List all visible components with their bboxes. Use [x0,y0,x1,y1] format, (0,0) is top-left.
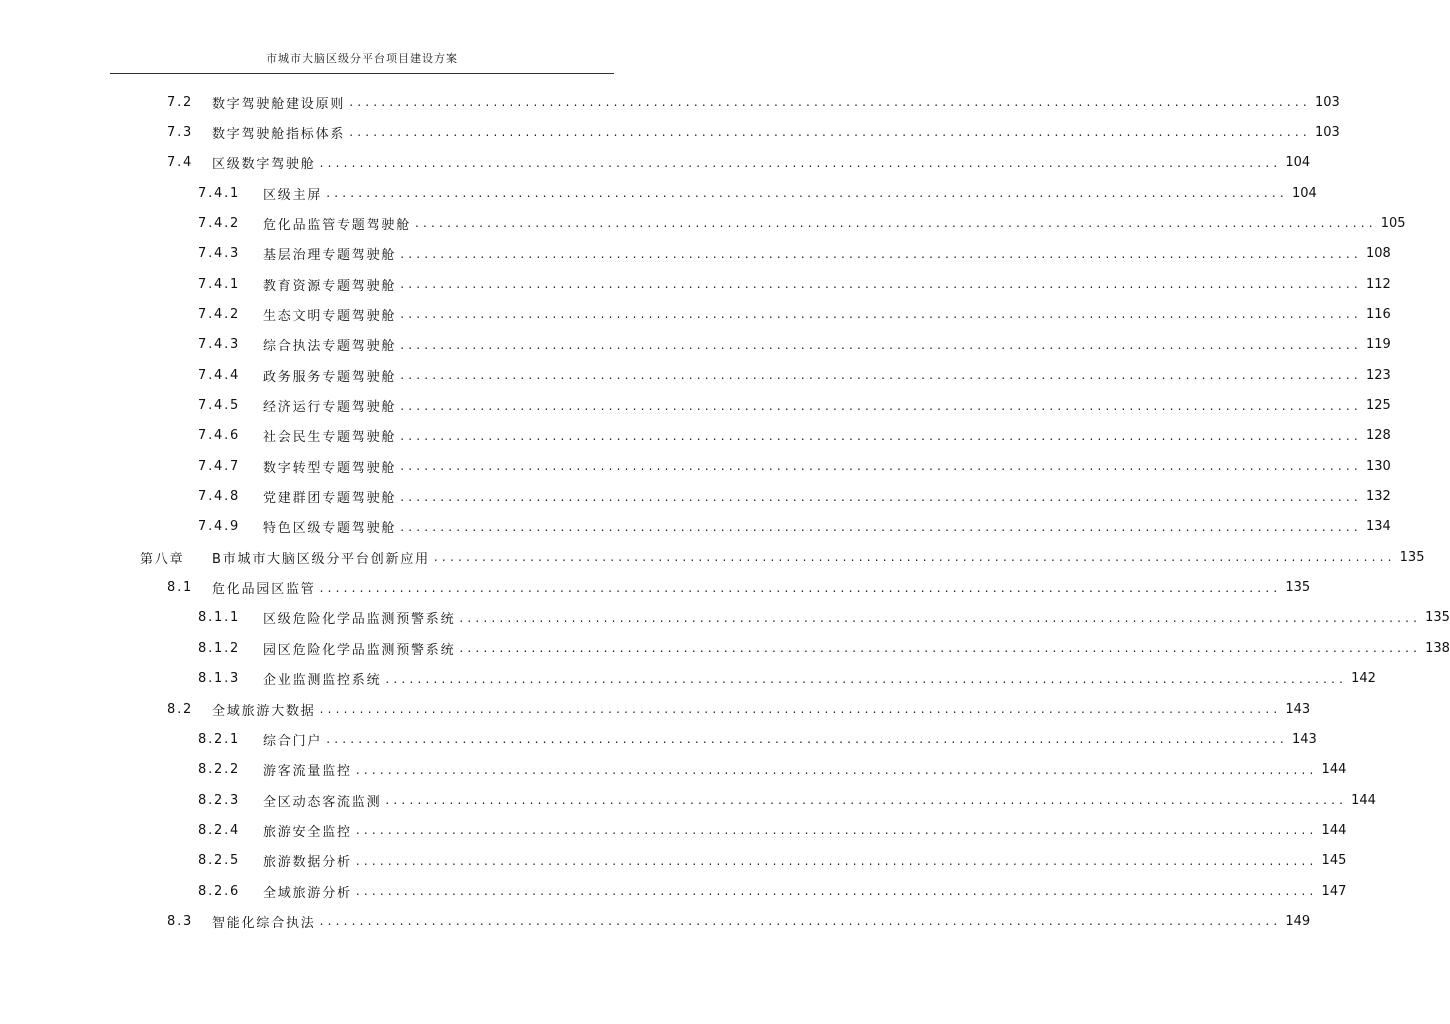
toc-entry-number: 8.2 [167,701,194,717]
toc-entry-title: 社会民生专题驾驶舱 [263,430,397,446]
toc-entry[interactable] [198,395,1391,417]
toc-entry-page: 145 [1321,853,1347,869]
toc-entry-title: 游客流量监控 [263,764,352,780]
toc-leader-dots: ........................................................................................................................ [400,246,1362,261]
toc-entry[interactable] [167,910,1311,932]
toc-entry-page: 103 [1314,94,1340,110]
toc-entry-number: 7.4.4 [198,367,241,383]
toc-entry-title: 综合执法专题驾驶舱 [263,339,397,355]
toc-entry-number: 8.1.3 [198,671,241,687]
toc-entry-title: 旅游安全监控 [263,824,352,840]
toc-leader-dots: ........................................................................................................................ [400,398,1362,413]
toc-entry-page: 103 [1314,124,1340,140]
toc-leader-dots: ........................................................................................................................ [355,823,1318,838]
toc-entry-number: 7.4.3 [198,246,241,262]
toc-entry-page: 143 [1291,731,1317,747]
toc-entry-title: 智能化综合执法 [212,915,316,931]
toc-leader-dots: ........................................................................................................................ [400,307,1362,322]
toc-entry-page: 108 [1365,246,1391,262]
toc-entry-number: 8.2.6 [198,883,241,899]
toc-entry-title: 企业监测监控系统 [263,673,382,689]
toc-entry[interactable] [198,273,1391,295]
toc-entry[interactable] [167,152,1311,174]
toc-entry-number: 8.2.3 [198,792,241,808]
toc-entry-page: 143 [1285,701,1311,717]
toc-entry-title: 旅游数据分析 [263,855,352,871]
toc-entry-number: 8.1 [167,580,194,596]
toc-entry[interactable] [198,516,1391,538]
toc-entry-title: 基层治理专题驾驶舱 [263,248,397,264]
toc-entry[interactable] [198,728,1317,750]
toc-entry-page: 144 [1351,792,1376,808]
toc-entry[interactable] [198,668,1376,690]
toc-entry-title: 特色区级专题驾驶舱 [263,521,397,537]
toc-entry[interactable] [198,850,1347,872]
toc-entry-title: 综合门户 [263,733,323,749]
toc-entry[interactable] [198,880,1347,902]
toc-entry-number: 7.2 [167,94,194,110]
toc-leader-dots: ........................................................................................................................ [415,216,1377,231]
toc-entry-number: 8.2.1 [198,731,241,747]
toc-entry[interactable] [198,182,1317,204]
toc-entry-page: 142 [1351,671,1376,687]
toc-entry-number: 8.3 [167,913,194,929]
toc-entry[interactable] [198,819,1347,841]
toc-entry-title: 全域旅游大数据 [212,703,316,719]
toc-entry-page: 135 [1425,610,1450,626]
toc-entry-number: 8.1.2 [198,640,241,656]
toc-entry-page: 134 [1365,519,1391,535]
toc-entry[interactable] [198,607,1450,629]
toc-entry-page: 112 [1365,276,1391,292]
toc-leader-dots: ........................................................................................................................ [385,671,1348,686]
toc-entry-number: 7.3 [167,124,194,140]
toc-entry-page: 123 [1365,367,1391,383]
toc-entry-number: 8.2.5 [198,853,241,869]
toc-leader-dots: ........................................................................................................................ [355,884,1318,899]
toc-entry-page: 130 [1365,458,1391,474]
toc-leader-dots: ........................................................................................................................ [400,489,1362,504]
toc-entry-title: 区级数字驾驶舱 [212,157,316,173]
toc-entry-page: 132 [1365,489,1391,505]
toc-entry[interactable] [198,789,1376,811]
toc-entry-number: 8.1.1 [198,610,241,626]
toc-leader-dots: ........................................................................................................................ [400,368,1362,383]
toc-entry[interactable] [198,212,1406,234]
toc-entry-page: 104 [1285,155,1311,171]
toc-entry-title: 数字转型专题驾驶舱 [263,460,397,476]
toc-leader-dots: ........................................................................................................................ [433,550,1396,565]
toc-entry-title: 区级主屏 [263,187,323,203]
toc-entry-number: 7.4.3 [198,337,241,353]
toc-leader-dots: ........................................................................................................................ [349,125,1311,140]
toc-entry[interactable] [140,546,1425,568]
toc-leader-dots: ........................................................................................................................ [400,459,1362,474]
toc-entry[interactable] [198,303,1391,325]
toc-entry-number: 7.4.1 [198,276,241,292]
toc-entry-title: 园区危险化学品监测预警系统 [263,642,456,658]
toc-entry[interactable] [167,121,1340,143]
toc-entry-title: 数字驾驶舱指标体系 [212,126,346,142]
toc-entry-page: 125 [1365,398,1391,413]
header-rule [110,73,614,74]
toc-entry-number: 7.4 [167,155,194,171]
toc-leader-dots: ........................................................................................................................ [385,793,1348,808]
toc-entry-number: 7.4.6 [198,428,241,444]
toc-entry-number: 8.2.4 [198,822,241,838]
toc-entry-page: 128 [1365,428,1391,444]
toc-entry-title: 数字驾驶舱建设原则 [212,96,346,112]
toc-leader-dots: ........................................................................................................................ [319,702,1282,716]
toc-entry-title: 危化品园区监管 [212,582,316,598]
toc-entry-number: 7.4.5 [198,398,241,413]
toc-entry-number: 7.4.8 [198,489,241,505]
toc-entry[interactable] [198,637,1450,659]
toc-leader-dots: ........................................................................................................................ [400,519,1362,534]
toc-leader-dots: ........................................................................................................................ [400,337,1362,352]
toc-leader-dots: ........................................................................................................................ [326,186,1288,201]
toc-leader-dots: ........................................................................................................................ [459,610,1422,625]
toc-entry-page: 116 [1365,306,1391,322]
toc-entry-title: 全域旅游分析 [263,885,352,901]
toc-entry-number: 7.4.7 [198,458,241,474]
toc-entry-title: 生态文明专题驾驶舱 [263,308,397,324]
toc-entry-number: 7.4.1 [198,185,241,201]
toc-entry-title: 区级危险化学品监测预警系统 [263,612,456,628]
toc-leader-dots: ........................................................................................................................ [319,155,1282,170]
toc-leader-dots: ........................................................................................................................ [459,641,1422,656]
toc-leader-dots: ........................................................................................................................ [319,914,1282,929]
toc-entry[interactable] [198,243,1391,265]
toc-leader-dots: ........................................................................................................................ [355,762,1318,777]
toc-entry-page: 144 [1321,822,1347,838]
toc-entry-title: 党建群团专题驾驶舱 [263,491,397,507]
toc-entry-page: 135 [1285,580,1311,596]
toc-entry[interactable] [198,759,1347,781]
toc-leader-dots: ........................................................................................................................ [355,853,1318,868]
toc-leader-dots: ........................................................................................................................ [400,428,1362,443]
toc-entry-page: 149 [1285,913,1311,929]
toc-entry-number: 第八章 [140,551,185,567]
toc-entry-title: 教育资源专题驾驶舱 [263,278,397,294]
toc-entry-page: 138 [1425,640,1450,656]
toc-entry-number: 8.2.2 [198,762,241,778]
toc-entry-title: 经济运行专题驾驶舱 [263,400,397,415]
toc-entry[interactable] [198,455,1391,477]
toc-entry-number: 7.4.2 [198,215,241,231]
toc-leader-dots: ........................................................................................................................ [326,732,1288,747]
toc-entry-page: 135 [1399,549,1425,565]
toc-entry-page: 144 [1321,762,1347,778]
toc-entry-page: 147 [1321,883,1347,899]
toc-entry-title: 危化品监管专题驾驶舱 [263,217,412,233]
page-header: 市城市大脑区级分平台项目建设方案 [266,52,458,65]
toc-entry-title: 政务服务专题驾驶舱 [263,369,397,385]
toc-entry[interactable] [198,425,1391,447]
toc-entry-title: B市城市大脑区级分平台创新应用 [212,551,430,567]
toc-leader-dots: ........................................................................................................................ [349,95,1311,109]
toc-entry-number: 7.4.2 [198,306,241,322]
toc-entry-number: 7.4.9 [198,519,241,535]
toc-entry-page: 104 [1291,185,1317,201]
toc-entry-page: 105 [1380,215,1406,231]
toc-entry-title: 全区动态客流监测 [263,794,382,810]
toc-entry[interactable] [167,577,1311,599]
toc-entry[interactable] [167,91,1340,113]
toc-entry[interactable] [198,364,1391,386]
toc-entry-page: 119 [1365,337,1391,353]
toc-leader-dots: ........................................................................................................................ [400,277,1362,292]
toc-entry[interactable] [167,698,1311,720]
toc-entry[interactable] [198,486,1391,508]
toc-entry[interactable] [198,334,1391,356]
toc-leader-dots: ........................................................................................................................ [319,580,1282,595]
